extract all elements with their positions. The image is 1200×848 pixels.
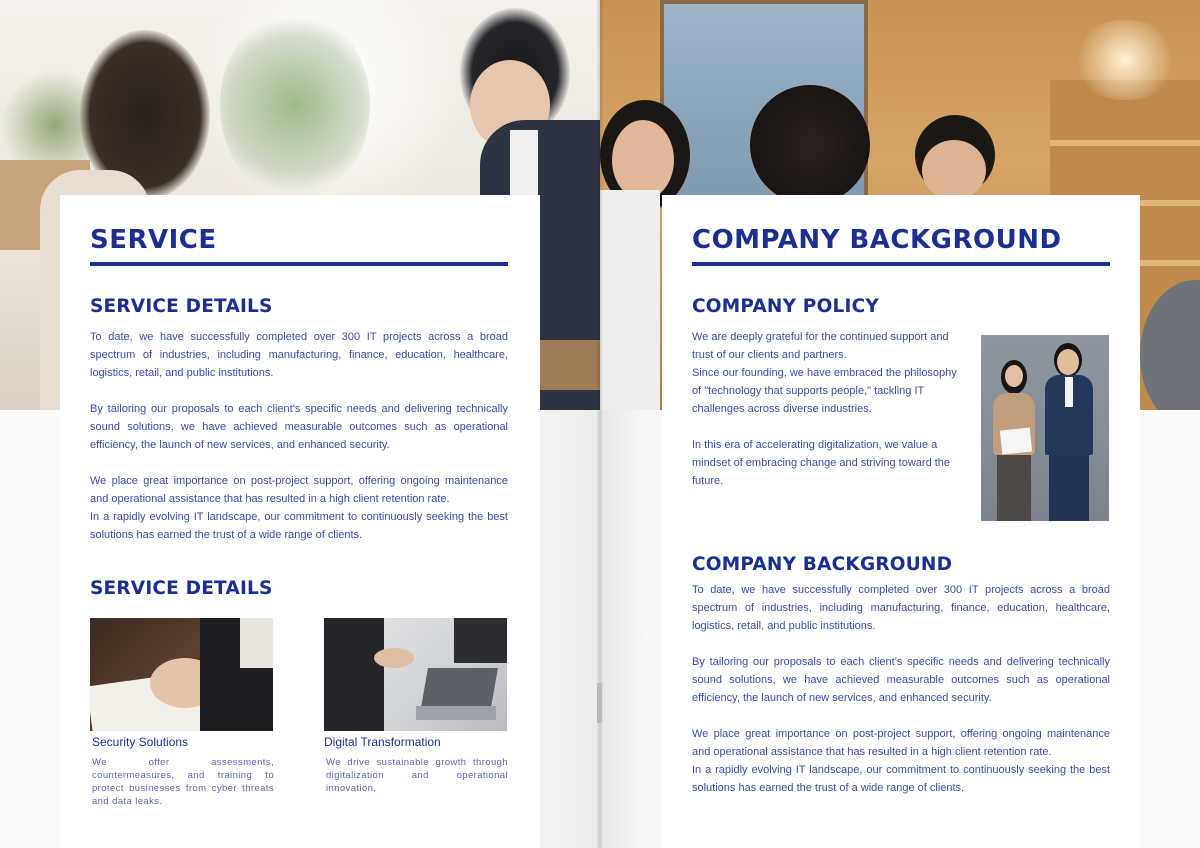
company-background-text	[692, 581, 1110, 797]
section-heading-company-policy: COMPANY POLICY	[692, 296, 879, 317]
page-title-company-background: COMPANY BACKGROUND	[692, 225, 1062, 255]
card-desc-security-solutions: We offer assessments, countermeasures, and training to protect businesses from cyber threats and data leaks.	[92, 757, 274, 807]
section-heading-service-details: SERVICE DETAILS	[90, 296, 273, 317]
digital-transformation-image	[324, 618, 507, 731]
card-title-digital-transformation: Digital Transformation	[324, 735, 441, 749]
paragraph: In this era of accelerating digitalization, we value a mindset of embracing change and striving toward the future.	[692, 439, 951, 487]
card-desc-digital-transformation: We drive sustainable growth through digitalization and operational innovation.	[326, 757, 508, 794]
service-details-text	[90, 328, 508, 544]
gutter-marker	[597, 683, 602, 723]
title-rule	[692, 262, 1110, 266]
portrait-photo	[981, 335, 1109, 521]
section-heading-company-background: COMPANY BACKGROUND	[692, 554, 953, 575]
paragraph: In a rapidly evolving IT landscape, our commitment to continuously seeking the best solutions has earned the trust of a wide range of clients.	[692, 764, 1110, 794]
paragraph: To date, we have successfully completed over 300 IT projects across a broad spectrum of industries, including manufacturing, finance, education, healthcare, logistics, retail, and public institutions.	[90, 331, 508, 379]
security-solutions-image	[90, 618, 273, 731]
page-title-service: SERVICE	[90, 225, 217, 255]
card-title-security-solutions: Security Solutions	[92, 735, 189, 749]
paragraph: To date, we have successfully completed over 300 IT projects across a broad spectrum of industries, including manufacturing, finance, education, healthcare, logistics, retail, and public institutions.	[692, 584, 1110, 632]
title-rule	[90, 262, 508, 266]
paragraph: We place great importance on post-project support, offering ongoing maintenance and operational assistance that has resulted in a high client retention rate.	[692, 728, 1110, 758]
section-heading-service-details-2: SERVICE DETAILS	[90, 578, 273, 599]
paragraph: Since our founding, we have embraced the philosophy of "technology that supports people," tackling IT challenges across diverse industries.	[692, 367, 957, 415]
paragraph: We are deeply grateful for the continued support and trust of our clients and partners.	[692, 331, 949, 361]
paragraph: In a rapidly evolving IT landscape, our commitment to continuously seeking the best solutions has earned the trust of a wide range of clients.	[90, 511, 508, 541]
paragraph: By tailoring our proposals to each client's specific needs and delivering technically sound solutions, we have achieved measurable outcomes such as operational efficiency, the launch of new services, and enhanced security.	[692, 656, 1110, 704]
paragraph: We place great importance on post-project support, offering ongoing maintenance and operational assistance that has resulted in a high client retention rate.	[90, 475, 508, 505]
company-policy-text	[692, 328, 968, 490]
paragraph: By tailoring our proposals to each client's specific needs and delivering technically sound solutions, we have achieved measurable outcomes such as operational efficiency, the launch of new services, and enhanced security.	[90, 403, 508, 451]
